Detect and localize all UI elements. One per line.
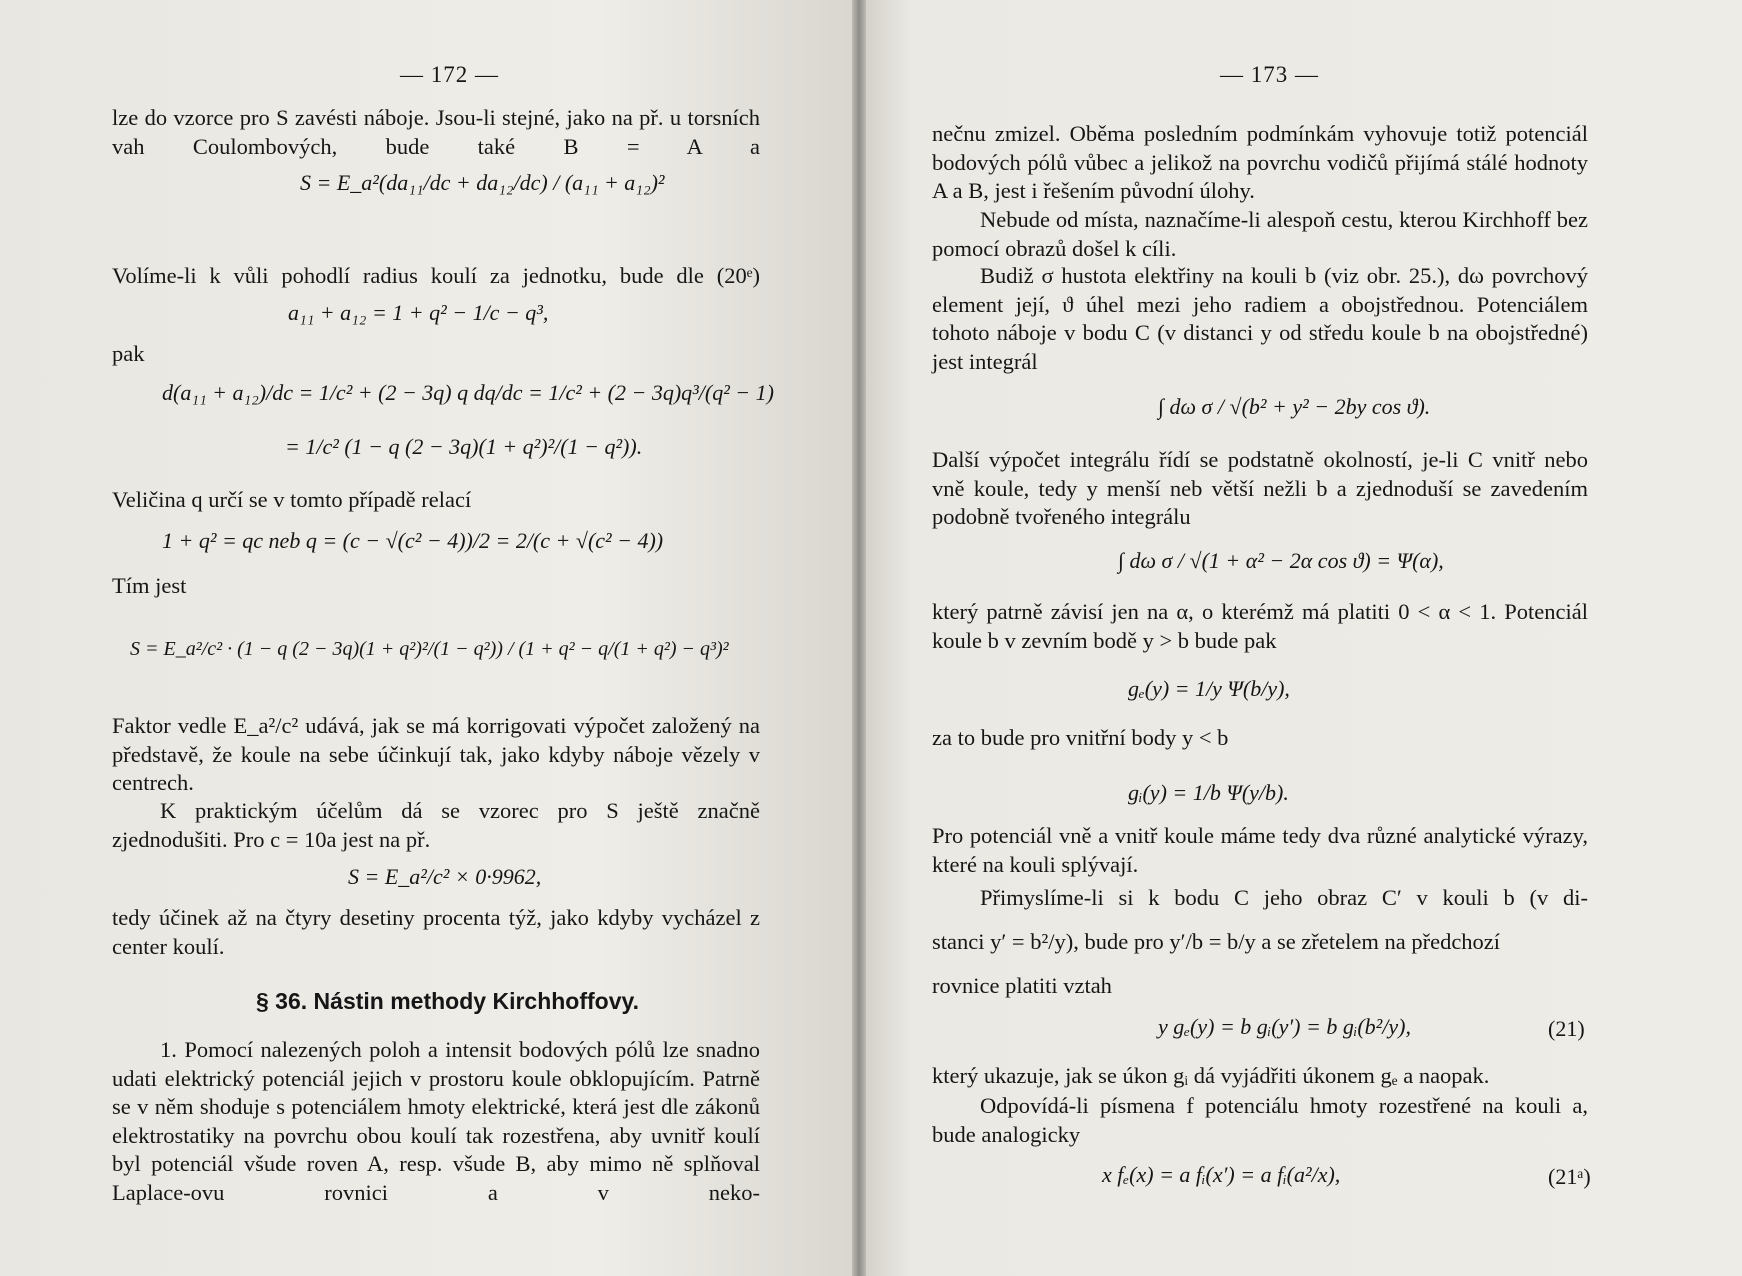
paragraph-line: Přimyslíme-li si k bodu C jeho obraz C′ v kouli b (v di- (980, 885, 1588, 910)
equation-21: y gₑ(y) = b gᵢ(y′) = b gᵢ(b²/y), (1158, 1014, 1411, 1039)
page-number: — 172 — (400, 62, 499, 87)
section-heading: § 36. Nástin methody Kirchhoffovy. (256, 988, 639, 1014)
equation-21a: x fₑ(x) = a fᵢ(x′) = a fᵢ(a²/x), (1102, 1162, 1341, 1187)
paragraph: Faktor vedle E_a²/c² udává, jak se má korrigovati výpočet založený na představě, že koule na sebe účinkují tak, jako kdyby náboje vězely v centrech. (112, 713, 760, 795)
paragraph: Veličina q určí se v tomto případě relací (112, 487, 472, 512)
book-gutter (852, 0, 866, 1276)
paragraph: K praktickým účelům dá se vzorec pro S ještě značně zjednodušiti. Pro c = 10a jest na př. (112, 798, 760, 852)
page-number: — 173 — (1220, 62, 1319, 87)
right-page (858, 0, 1742, 1276)
paragraph: Volíme-li k vůli pohodlí radius koulí za jednotku, bude dle (20ᵉ) (112, 263, 760, 288)
paragraph: tedy účinek až na čtyry desetiny procenta týž, jako kdyby vycházel z center koulí. (112, 905, 760, 959)
equation-ge: gₑ(y) = 1/y Ψ(b/y), (1128, 676, 1290, 701)
paragraph: za to bude pro vnitřní body y < b (932, 725, 1229, 750)
word-tim-jest: Tím jest (112, 573, 187, 598)
equation-derivative-cont: = 1/c² (1 − q (2 − 3q)(1 + q²)²/(1 − q²)). (285, 434, 643, 459)
equation-S3: S = E_a²/c² × 0·9962, (348, 864, 542, 889)
equation-number: (21) (1548, 1016, 1585, 1041)
paragraph: Další výpočet integrálu řídí se podstatně okolností, je-li C vnitř nebo vně koule, tedy y menší neb větší nežli b a zjednoduší se zavedením podobně tvořeného integrálu (932, 447, 1588, 529)
equation-number: (21ᵃ) (1548, 1164, 1591, 1189)
paragraph-line: stanci y′ = b²/y), bude pro y′/b = b/y a se zřetelem na předchozí (932, 929, 1501, 954)
paragraph: Odpovídá-li písmena f potenciálu hmoty rozestřené na kouli a, bude analogicky (932, 1093, 1588, 1147)
paragraph: který patrně závisí jen na α, o kterémž má platiti 0 < α < 1. Potenciál koule b v zevním bodě y > b bude pak (932, 599, 1588, 653)
integral-2: ∫ dω σ / √(1 + α² − 2α cos ϑ) = Ψ(α), (1118, 548, 1444, 573)
paragraph: lze do vzorce pro S zavésti náboje. Jsou-li stejné, jako na př. u torsních vah Coulombových, bude také B = A a (112, 105, 760, 159)
paragraph: Budiž σ hustota elektřiny na kouli b (viz obr. 25.), dω povrchový element její, ϑ úhel mezi jeho radiem a obojstřednou. Potenciálem tohoto náboje v bodu C (v distanci y od středu koule b na obojstředné) jest integrál (932, 263, 1588, 374)
equation-derivative: d(a₁₁ + a₁₂)/dc = 1/c² + (2 − 3q) q dq/dc = 1/c² + (2 − 3q)q³/(q² − 1) (162, 380, 774, 405)
paragraph: 1. Pomocí nalezených poloh a intensit bodových pólů lze snadno udati elektrický potenciál jejich v prostoru koule obklopujícím. Patrně se v něm shoduje s potenciálem hmoty elektrické, která jest dle zákonů elektrostatiky na povrchu obou koulí tak rozestřena, aby uvnitř koulí byl potenciál všude roven A, resp. všude B, aby mimo ně splňoval Laplace-ovu rovnici a v neko- (112, 1037, 760, 1205)
equation-q: 1 + q² = qc neb q = (c − √(c² − 4))/2 = 2/(c + √(c² − 4)) (162, 528, 664, 553)
equation-a-sum: a₁₁ + a₁₂ = 1 + q² − 1/c − q³, (288, 300, 549, 325)
word-pak: pak (112, 341, 145, 366)
equation-S1: S = E_a²(da₁₁/dc + da₁₂/dc) / (a₁₁ + a₁₂)² (300, 170, 665, 195)
integral-1: ∫ dω σ / √(b² + y² − 2by cos ϑ). (1158, 394, 1431, 419)
equation-gi: gᵢ(y) = 1/b Ψ(y/b). (1128, 780, 1289, 805)
paragraph: Pro potenciál vně a vnitř koule máme tedy dva různé analytické výrazy, které na kouli splývají. (932, 823, 1588, 877)
left-page (0, 0, 858, 1276)
paragraph: nečnu zmizel. Oběma posledním podmínkám vyhovuje totiž potenciál bodových pólů vůbec a jelikož na povrchu vodičů přijímá stálé hodnoty A a B, jest i řešením původní úlohy. (932, 121, 1588, 203)
equation-S2: S = E_a²/c² · (1 − q (2 − 3q)(1 + q²)²/(1 − q²)) / (1 + q² − q/(1 + q²) − q³)² (130, 638, 729, 660)
paragraph: Nebude od místa, naznačíme-li alespoň cestu, kterou Kirchhoff bez pomocí obrazů došel k cíli. (932, 207, 1588, 261)
paragraph-line: rovnice platiti vztah (932, 973, 1112, 998)
paragraph: který ukazuje, jak se úkon gᵢ dá vyjádřiti úkonem gₑ a naopak. (932, 1063, 1490, 1088)
